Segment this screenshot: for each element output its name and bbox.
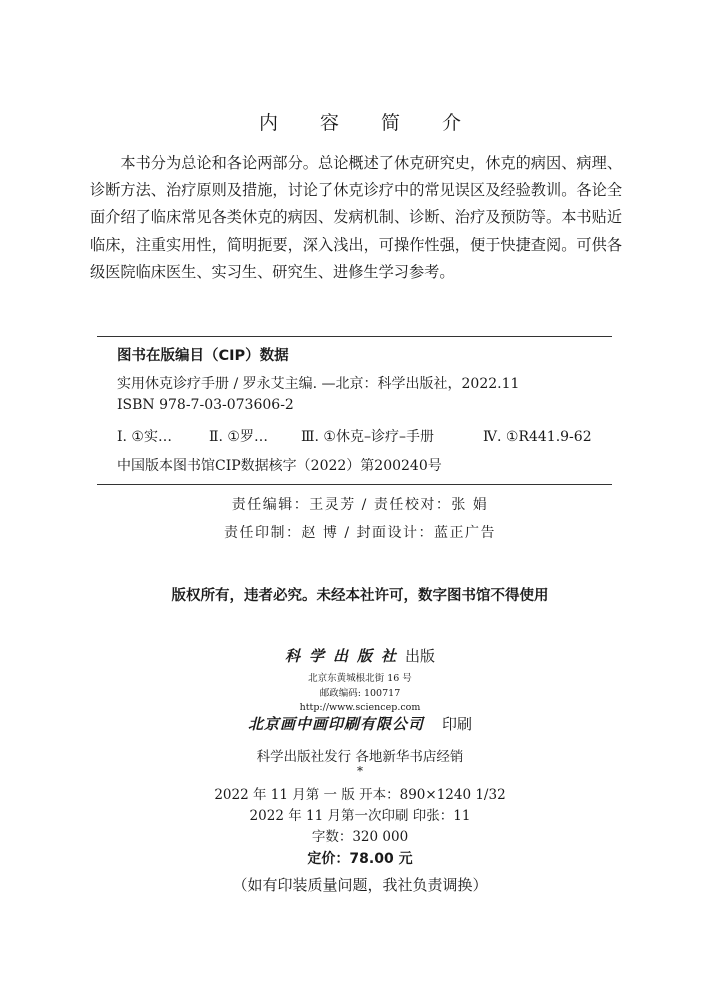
distribution-line: 科学出版社发行 各地新华书店经销 bbox=[256, 749, 464, 765]
publisher-name: 科学出版社 bbox=[284, 647, 405, 665]
copyright-notice: 版权所有，违者必究。未经本社许可，数字图书馆不得使用 bbox=[171, 588, 549, 604]
cip-heading: 图书在版编目（CIP）数据 bbox=[117, 348, 289, 364]
cip-class-1: Ⅰ. ①实… bbox=[117, 429, 172, 445]
quality-note: （如有印装质量问题，我社负责调换） bbox=[232, 876, 488, 894]
cip-bottom-rule bbox=[97, 484, 612, 485]
editors-line-2: 责任印制：赵 博 / 封面设计：蓝正广告 bbox=[223, 525, 497, 541]
page-title: 内 容 简 介 bbox=[258, 112, 480, 134]
separator-mark: * bbox=[357, 764, 363, 778]
publisher-url: http://www.sciencep.com bbox=[299, 702, 421, 713]
cip-class-3: Ⅲ. ①休克–诊疗–手册 bbox=[301, 429, 434, 445]
edition-line-1: 2022 年 11 月第 一 版 开本：890×1240 1/32 bbox=[214, 787, 506, 803]
price: 定价：78.00 元 bbox=[307, 851, 413, 867]
printer-name: 北京画中画印刷有限公司 bbox=[247, 715, 424, 733]
content-summary bbox=[90, 150, 622, 286]
printer-suffix: 印刷 bbox=[442, 715, 473, 733]
edition-line-3: 字数：320 000 bbox=[311, 829, 409, 845]
printer-line bbox=[0, 713, 720, 734]
publisher-address: 北京东黄城根北街 16 号 bbox=[308, 673, 412, 684]
cip-top-rule bbox=[97, 336, 612, 337]
cip-class-4: Ⅳ. ①R441.9-62 bbox=[483, 429, 592, 445]
cip-block bbox=[117, 346, 612, 477]
editors-line-1: 责任编辑：王灵芳 / 责任校对：张 娟 bbox=[231, 497, 489, 513]
cip-classification bbox=[117, 427, 612, 448]
cip-isbn: ISBN 978-7-03-073606-2 bbox=[117, 397, 294, 413]
publisher-suffix: 出版 bbox=[405, 647, 436, 665]
cip-class-2: Ⅱ. ①罗… bbox=[209, 429, 268, 445]
edition-line-2: 2022 年 11 月第一次印刷 印张：11 bbox=[249, 808, 471, 824]
summary-paragraph: 本书分为总论和各论两部分。总论概述了休克研究史，休克的病因、病理、诊断方法、治疗原则及措施，讨论了休克诊疗中的常见误区及经验教训。各论全面介绍了临床常见各类休克的病因、发病机制、诊断、治疗及预防等。本书贴近临床，注重实用性，简明扼要，深入浅出，可操作性强，便于快捷查阅。可供各级医院临床医生、实习生、研究生、进修生学习参考。 bbox=[90, 154, 622, 281]
cip-title-line: 实用休克诊疗手册 / 罗永艾主编. —北京：科学出版社，2022.11 bbox=[117, 376, 520, 392]
publisher-postcode: 邮政编码: 100717 bbox=[319, 688, 401, 699]
cip-number: 中国版本图书馆CIP数据核字（2022）第200240号 bbox=[117, 458, 442, 474]
publisher-line bbox=[0, 645, 720, 666]
